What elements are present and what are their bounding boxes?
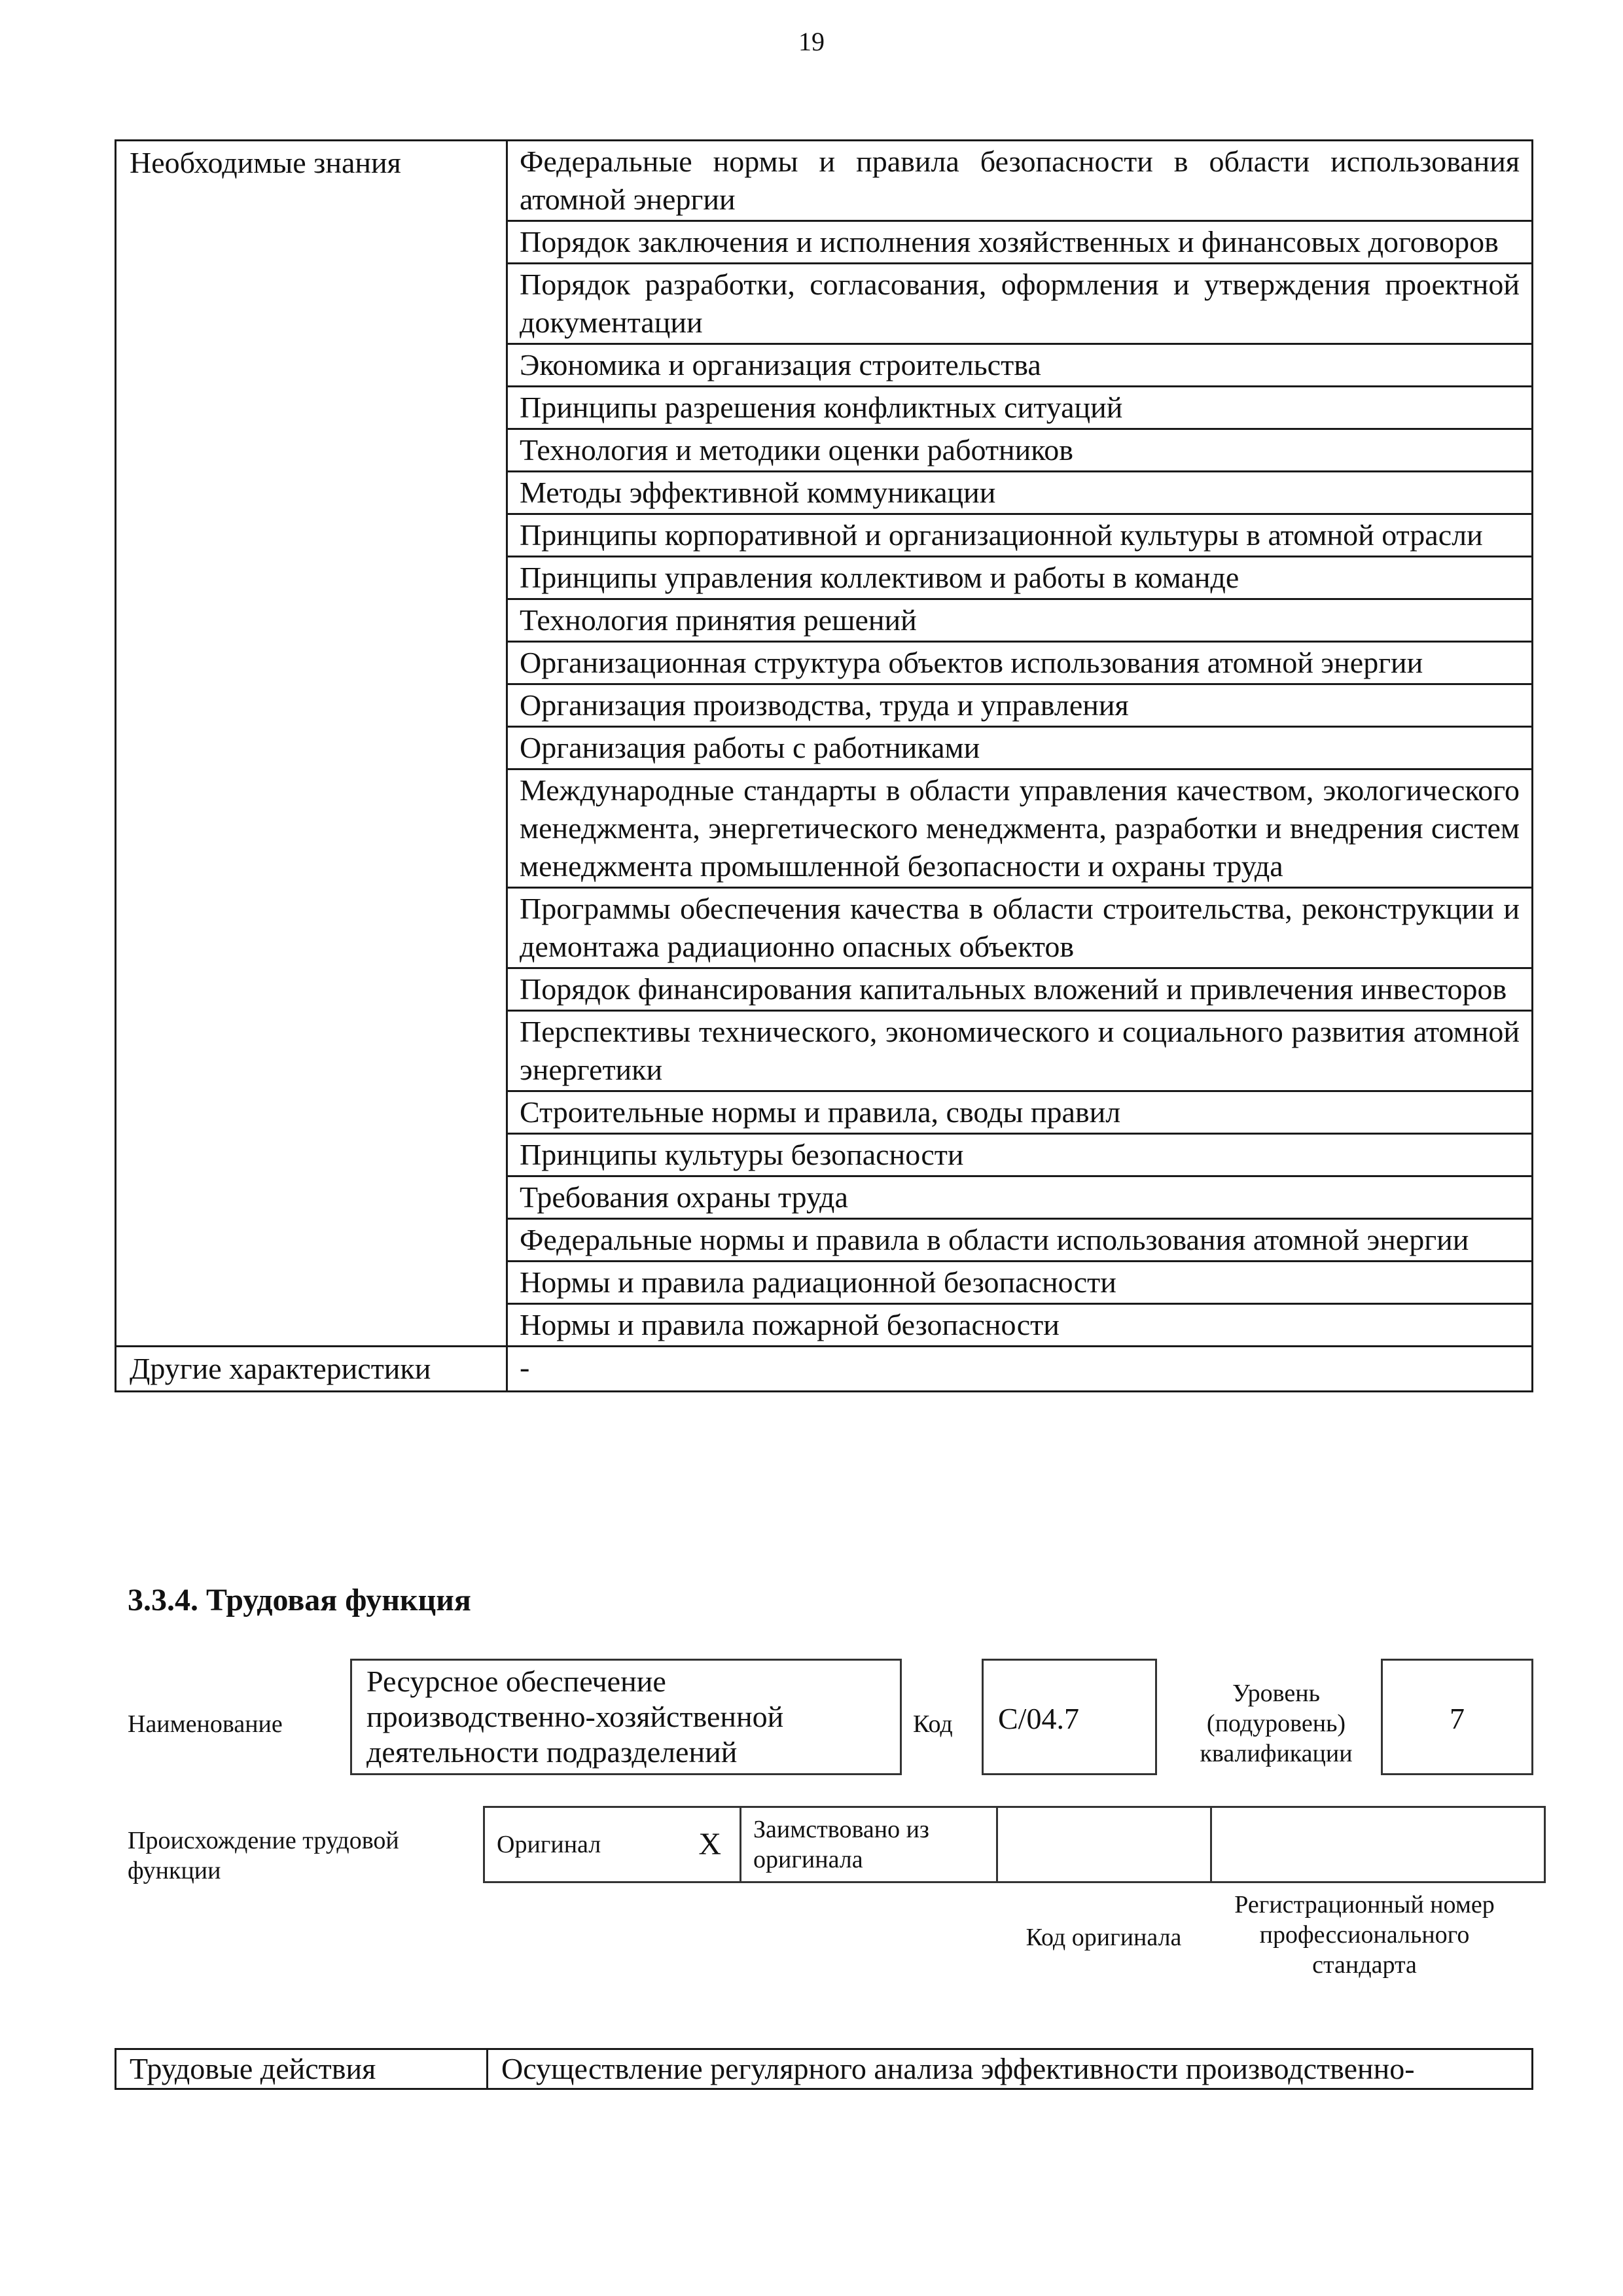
page-number: 19 <box>798 27 825 56</box>
knowledge-item: Перспективы технического, экономического и социального развития атомной энергетики <box>507 1011 1533 1091</box>
borrowed-label: Заимствовано из оригинала <box>753 1816 929 1873</box>
knowledge-table <box>115 139 1533 1392</box>
knowledge-label: Необходимые знания <box>116 141 507 1347</box>
original-code-caption: Код оригинала <box>1026 1924 1182 1951</box>
knowledge-item: Экономика и организация строительства <box>507 344 1533 387</box>
knowledge-item: Организация производства, труда и управления <box>507 684 1533 727</box>
other-label: Другие характеристики <box>116 1347 507 1392</box>
level-label: Уровень (подуровень) квалификации <box>1200 1680 1353 1767</box>
borrowed-cell <box>741 1807 997 1882</box>
original-cell <box>484 1807 741 1882</box>
origin-table <box>483 1806 1546 1883</box>
origin-label: Происхождение трудовой функции <box>128 1827 399 1884</box>
knowledge-item: Организация работы с работниками <box>507 727 1533 769</box>
actions-label: Трудовые действия <box>116 2049 488 2089</box>
knowledge-row <box>116 141 1533 221</box>
original-mark: X <box>698 1827 721 1862</box>
knowledge-item: Порядок финансирования капитальных вложений и привлечения инвесторов <box>507 968 1533 1011</box>
knowledge-item: Принципы корпоративной и организационной культуры в атомной отрасли <box>507 514 1533 557</box>
knowledge-item: Международные стандарты в области управления качеством, экологического менеджмента, энергетического менеджмента, разработки и внедрения систем менеджмента промышленной безопасности и охраны труда <box>507 769 1533 888</box>
knowledge-item: Порядок заключения и исполнения хозяйственных и финансовых договоров <box>507 221 1533 264</box>
other-value: - <box>507 1347 1533 1392</box>
knowledge-item: Принципы управления коллективом и работы в команде <box>507 557 1533 599</box>
code-label: Код <box>913 1710 953 1738</box>
knowledge-item: Строительные нормы и правила, своды правил <box>507 1091 1533 1134</box>
actions-table <box>115 2048 1533 2090</box>
knowledge-item: Методы эффективной коммуникации <box>507 472 1533 514</box>
other-row <box>116 1347 1533 1392</box>
knowledge-item: Порядок разработки, согласования, оформления и утверждения проектной документации <box>507 264 1533 344</box>
knowledge-item: Технология принятия решений <box>507 599 1533 642</box>
knowledge-item: Федеральные нормы и правила безопасности в области использования атомной энергии <box>507 141 1533 221</box>
knowledge-item: Организационная структура объектов использования атомной энергии <box>507 642 1533 684</box>
knowledge-item: Нормы и правила радиационной безопасности <box>507 1262 1533 1304</box>
knowledge-item: Технология и методики оценки работников <box>507 429 1533 472</box>
reg-number-cell <box>1211 1807 1545 1882</box>
original-code-cell <box>997 1807 1211 1882</box>
name-value: Ресурсное обеспечение производственно-хозяйственной деятельности подразделений <box>366 1665 784 1769</box>
name-label: Наименование <box>128 1710 283 1738</box>
knowledge-item: Принципы культуры безопасности <box>507 1134 1533 1176</box>
knowledge-item: Принципы разрешения конфликтных ситуаций <box>507 387 1533 429</box>
code-value: С/04.7 <box>998 1702 1079 1735</box>
level-value: 7 <box>1450 1702 1465 1735</box>
knowledge-item: Федеральные нормы и правила в области использования атомной энергии <box>507 1219 1533 1262</box>
original-label: Оригинал <box>497 1831 601 1858</box>
actions-first-item: Осуществление регулярного анализа эффективности производственно- <box>488 2049 1533 2089</box>
knowledge-item: Программы обеспечения качества в области строительства, реконструкции и демонтажа радиационно опасных объектов <box>507 888 1533 968</box>
knowledge-item: Требования охраны труда <box>507 1176 1533 1219</box>
knowledge-item: Нормы и правила пожарной безопасности <box>507 1304 1533 1347</box>
reg-number-caption: Регистрационный номер профессионального стандарта <box>1234 1891 1495 1979</box>
section-title: 3.3.4. Трудовая функция <box>128 1583 471 1617</box>
